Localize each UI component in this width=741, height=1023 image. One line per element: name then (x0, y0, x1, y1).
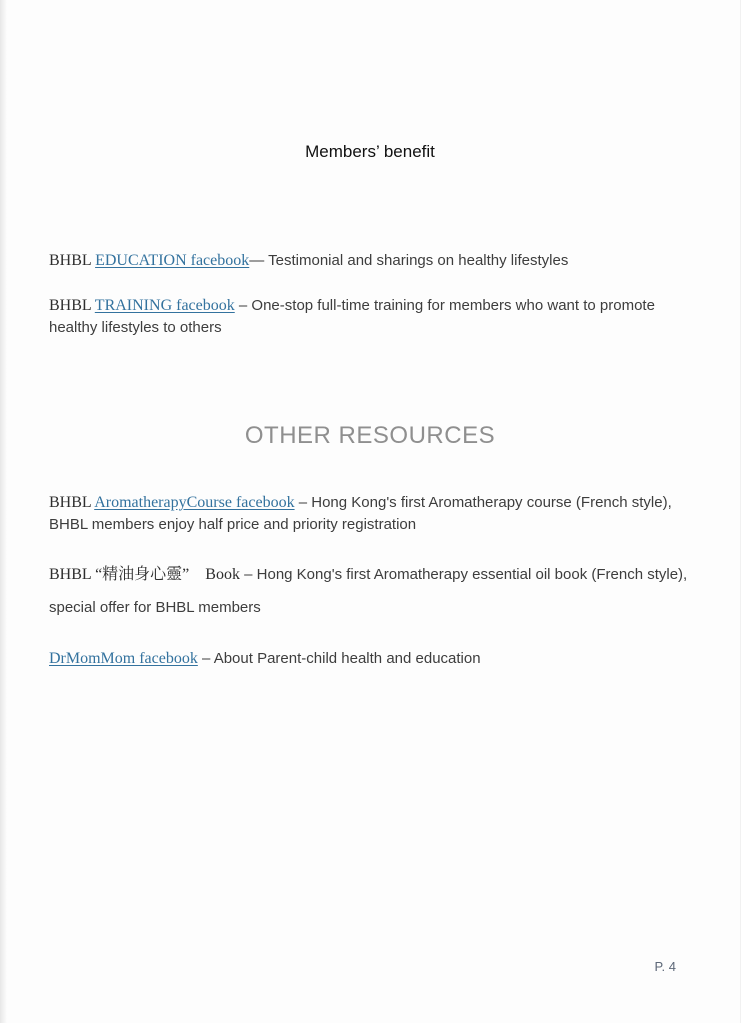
aromatherapy-course-facebook-link[interactable]: AromatherapyCourse facebook (94, 494, 295, 511)
paragraph-book (49, 558, 694, 624)
paragraph-aromatherapy-course (49, 492, 694, 536)
page-number: P. 4 (654, 959, 676, 974)
paragraph-drmommom (49, 648, 694, 670)
aromatherapy-course-description: – Hong Kong's first Aromatherapy course (French style), BHBL members enjoy half price and priority registration (49, 494, 672, 533)
paragraph-training (49, 295, 694, 339)
paragraph-education (49, 250, 694, 272)
other-resources-heading: OTHER RESOURCES (244, 422, 496, 449)
bhbl-prefix: BHBL (49, 297, 95, 314)
education-description: — Testimonial and sharings on healthy lifestyles (249, 252, 569, 269)
education-facebook-link[interactable]: EDUCATION facebook (95, 252, 250, 269)
bhbl-prefix: BHBL (49, 494, 95, 511)
book-description: – Hong Kong's first Aromatherapy essential oil book (French style), special offer for BHBL members (49, 566, 688, 616)
drmommom-description: – About Parent-child health and education (197, 650, 481, 667)
drmommom-facebook-link[interactable]: DrMomMom facebook (49, 650, 198, 667)
page-title: Members’ benefit (305, 142, 435, 161)
bhbl-prefix: BHBL (49, 252, 96, 269)
training-description: – One-stop full-time training for members who want to promote healthy lifestyles to others (49, 297, 655, 336)
book-title-serif: BHBL “精油身心靈” Book (49, 566, 240, 583)
training-facebook-link[interactable]: TRAINING facebook (94, 297, 235, 314)
